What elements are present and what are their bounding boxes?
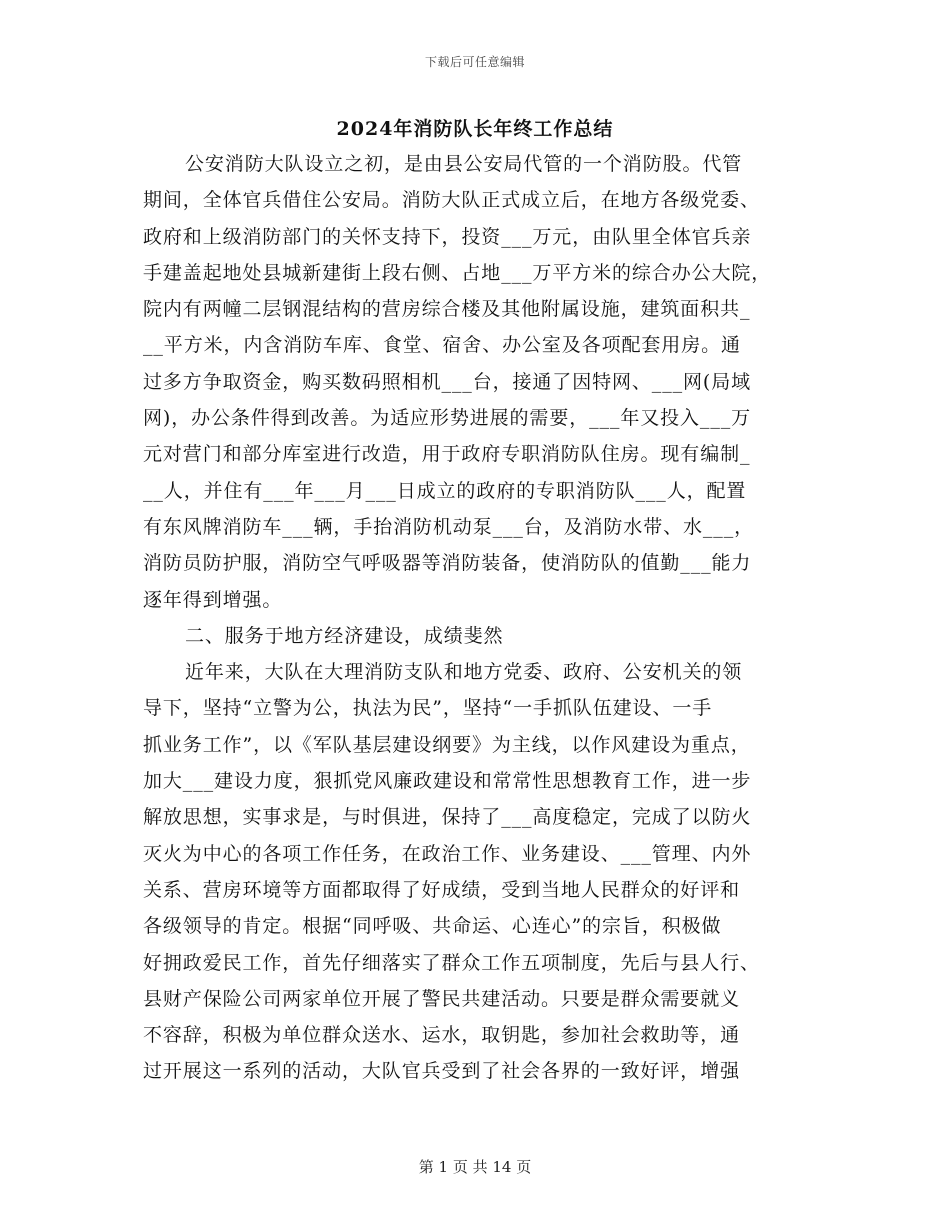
document-body: [143, 146, 809, 1090]
text-line: 好拥政爱民工作，首先仔细落实了群众工作五项制度，先后与县人行、: [143, 951, 760, 974]
text-line: 解放思想，实事求是，与时俱进，保持了___高度稳定，完成了以防火: [143, 806, 752, 829]
text-line: __人，并住有___年___月___日成立的政府的专职消防队___人，配置: [143, 479, 747, 502]
text-line: 公安消防大队设立之初，是由县公安局代管的一个消防股。代管: [185, 153, 743, 175]
document-title: 2024年消防队长年终工作总结: [336, 118, 614, 140]
text-line: 过开展这一系列的活动，大队官兵受到了社会各界的一致好评，增强: [143, 1060, 741, 1083]
text-line: 关系、营房环境等方面都取得了好成绩，受到当地人民群众的好评和: [143, 878, 741, 901]
text-line: 逐年得到增强。: [143, 588, 283, 611]
header-note: 下载后可任意编辑: [424, 55, 525, 69]
text-line: 不容辞，积极为单位群众送水、运水，取钥匙，参加社会救助等，通: [143, 1024, 741, 1047]
text-line: 有东风牌消防车___辆，手抬消防机动泵___台，及消防水带、水___，: [143, 515, 755, 538]
text-line: 网)，办公条件得到改善。为适应形势进展的需要，___年又投入___万: [143, 407, 752, 430]
text-line: 期间，全体官兵借住公安局。消防大队正式成立后，在地方各级党委、: [143, 189, 760, 212]
text-line: 近年来，大队在大理消防支队和地方党委、政府、公安机关的领: [185, 661, 743, 684]
text-line: 县财产保险公司两家单位开展了警民共建活动。只要是群众需要就义: [143, 987, 741, 1010]
text-line: 加大___建设力度，狠抓党风廉政建设和常常性思想教育工作，进一步: [143, 770, 752, 793]
text-line: 消防员防护服，消防空气呼吸器等消防装备，使消防队的值勤___能力: [143, 552, 752, 575]
text-line: 元对营门和部分库室进行改造，用于政府专职消防队住房。现有编制_: [143, 443, 751, 466]
text-line: 导下，坚持“立警为公，执法为民”，坚持“一手抓队伍建设、一手: [143, 697, 713, 720]
text-line: 院内有两幢二层钢混结构的营房综合楼及其他附属设施，建筑面积共_: [143, 298, 751, 321]
page-footer: 第 1 页 共 14 页: [418, 1158, 532, 1176]
text-line: 灭火为中心的各项工作任务，在政治工作、业务建设、___管理、内外: [143, 842, 752, 865]
text-line: 政府和上级消防部门的关怀支持下，投资___万元，由队里全体官兵亲: [143, 225, 752, 248]
text-line: __平方米，内含消防车库、食堂、宿舍、办公室及各项配套用房。通: [143, 334, 741, 357]
text-line: 抓业务工作”，以《军队基层建设纲要》为主线，以作风建设为重点，: [143, 733, 751, 756]
text-line: 各级领导的肯定。根据“同呼吸、共命运、心连心”的宗旨，积极做: [143, 915, 722, 938]
text-line: 二、服务于地方经济建设，成绩斐然: [185, 624, 504, 647]
text-line: 过多方争取资金，购买数码照相机___台，接通了因特网、___网(局域: [143, 370, 752, 393]
text-line: 手建盖起地处县城新建街上段右侧、占地___万平方米的综合办公大院，: [143, 261, 772, 284]
